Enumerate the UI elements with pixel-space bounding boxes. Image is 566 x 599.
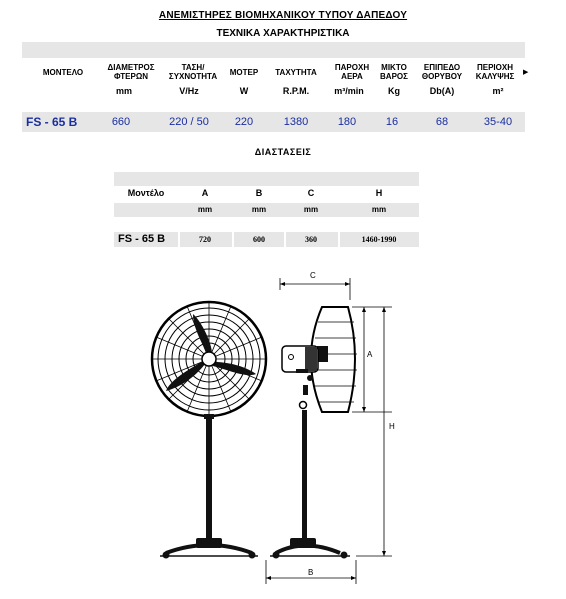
spec-unit-voltage: V/Hz <box>179 86 199 96</box>
spec-header-weight: ΜΙΚΤΟ ΒΑΡΟΣ <box>380 63 408 81</box>
spec-unit-coverage: m² <box>492 86 504 96</box>
fan-front-view <box>152 302 266 559</box>
spec-header-voltage: ΤΑΣΗ/ ΣΥΧΝΟΤΗΤΑ <box>168 63 218 81</box>
dimension-label-c: C <box>310 271 316 280</box>
spec-value-model: FS - 65 B <box>26 115 78 129</box>
page-title: ΑΝΕΜΙΣΤΗΡΕΣ ΒΙΟΜΗΧΑΝΙΚΟΥ ΤΥΠΟΥ ΔΑΠΕΔΟΥ <box>158 10 408 21</box>
spec-unit-motor: W <box>239 86 249 96</box>
spec-header-coverage: ΠΕΡΙΟΧΗ ΚΑΛΥΨΗΣ <box>475 63 515 81</box>
arrow-icon: ▶ <box>523 69 529 76</box>
spec-value-voltage: 220 / 50 <box>169 116 209 128</box>
fan-side-view <box>266 278 392 584</box>
dims-value-model: FS - 65 B <box>118 233 166 245</box>
spec-unit-noise: Db(A) <box>429 86 455 96</box>
dims-header-b: B <box>255 188 263 198</box>
spec-unit-airflow: m³/min <box>334 86 364 96</box>
spec-value-noise: 68 <box>435 116 449 128</box>
dimension-label-b: B <box>308 568 314 577</box>
spec-value-motor: 220 <box>234 116 254 128</box>
spec-unit-speed: R.P.M. <box>282 86 310 96</box>
spec-unit-diameter: mm <box>115 86 132 96</box>
spec-header-airflow: ΠΑΡΟΧΗ ΑΕΡΑ <box>334 63 370 81</box>
spec-header-noise: ΕΠΙΠΕΔΟ ΘΟΡΥΒΟΥ <box>421 63 463 81</box>
dims-value-c: 360 <box>305 235 317 244</box>
dims-header-model: Μοντέλο <box>127 188 165 198</box>
dims-header-h: H <box>375 188 383 198</box>
dims-unit-h: mm <box>371 205 387 214</box>
dims-unit-c: mm <box>303 205 319 214</box>
dims-header-a: A <box>201 188 209 198</box>
dims-value-a: 720 <box>199 235 211 244</box>
spec-header-diameter: ΔΙΑΜΕΤΡΟΣ ΦΤΕΡΩΝ <box>107 63 155 81</box>
spec-value-speed: 1380 <box>283 116 309 128</box>
section-title-dimensions: ΔΙΑΣΤΑΣΕΙΣ <box>254 147 312 157</box>
dims-value-h: 1460-1990 <box>361 235 397 244</box>
spec-unit-weight: Kg <box>388 86 400 96</box>
dims-header-c: C <box>307 188 315 198</box>
dims-unit-a: mm <box>197 205 213 214</box>
dims-value-b: 600 <box>253 235 265 244</box>
dimension-label-h: H <box>389 422 395 431</box>
spec-header-speed: ΤΑΧΥΤΗΤΑ <box>275 68 317 77</box>
spec-value-diameter: 660 <box>111 116 131 128</box>
spec-value-coverage: 35-40 <box>483 116 513 128</box>
spec-header-model: ΜΟΝΤΕΛΟ <box>42 68 84 77</box>
dims-unit-b: mm <box>251 205 267 214</box>
section-title-specs: ΤΕΧΝΙΚΑ ΧΑΡΑΚΤΗΡΙΣΤΙΚΑ <box>216 28 350 39</box>
spec-header-motor: ΜΟΤΕΡ <box>229 68 259 77</box>
spec-value-airflow: 180 <box>337 116 357 128</box>
spec-value-weight: 16 <box>385 116 399 128</box>
dimension-label-a: A <box>367 350 373 359</box>
